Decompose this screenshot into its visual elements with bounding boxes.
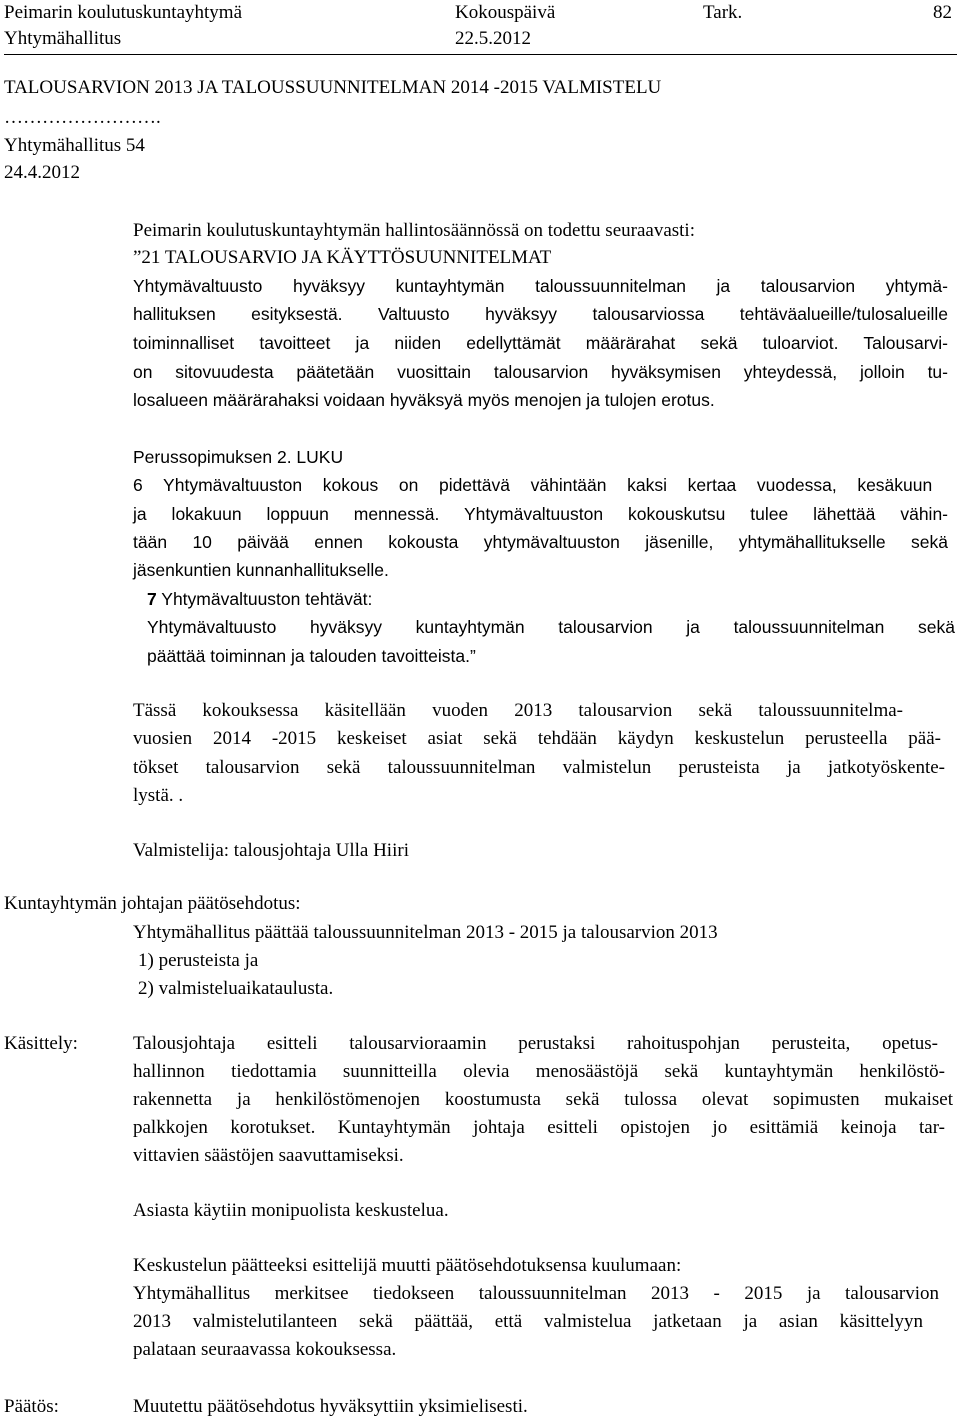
intro-line-1: Peimarin koulutuskuntayhtymän hallintosäännössä on todettu seuraavasti:: [133, 220, 695, 241]
meeting-line: Tässä kokouksessa käsitellään vuoden 2013 talousarvion sekä taloussuunnitelma-: [133, 700, 903, 721]
conclusion-line: Yhtymähallitus merkitsee tiedokseen taloussuunnitelman 2013 - 2015 ja talousarvion: [133, 1283, 939, 1304]
kasittely-line: vittavien säästöjen saavuttamiseksi.: [133, 1145, 404, 1166]
perussopimus-line: jäsenkuntien kunnanhallitukselle.: [133, 560, 389, 580]
kasittely-line: palkkojen korotukset. Kuntayhtymän johtaja esitteli opistojen jo esittämiä keinoja tar-: [133, 1117, 945, 1138]
proposal-item: 1) perusteista ja: [138, 950, 259, 971]
perussopimus-line: tään 10 päivää ennen kokousta yhtymävaltuuston jäsenille, yhtymähallitukselle sekä: [133, 532, 948, 552]
section-7-heading: [147, 586, 372, 612]
page-title: TALOUSARVION 2013 JA TALOUSSUUNNITELMAN 2014 -2015 VALMISTELU: [4, 77, 662, 98]
header-date: 22.5.2012: [455, 28, 531, 49]
header-doc-type: Kokouspäivä: [455, 2, 556, 23]
header-body: Yhtymähallitus: [4, 28, 122, 49]
header-org: Peimarin koulutuskuntayhtymä: [4, 2, 243, 23]
kasittely-line: hallinnon tiedottamia suunnitteilla olevia menosäästöjä sekä kuntayhtymän henkilöstö-: [133, 1061, 945, 1082]
conclusion-line: Keskustelun päätteeksi esittelijä muutti päätösehdotuksensa kuulumaan:: [133, 1255, 682, 1276]
section-7-title: Yhtymävaltuuston tehtävät:: [156, 589, 373, 609]
kasittely-label: Käsittely:: [4, 1033, 78, 1054]
proposal-item: 2) valmisteluaikataulusta.: [138, 978, 334, 999]
proposal-line: Yhtymähallitus päättää taloussuunnitelman 2013 - 2015 ja talousarvion 2013: [133, 922, 718, 943]
conclusion-line: palataan seuraavassa kokouksessa.: [133, 1339, 397, 1360]
kasittely-line: rakennetta ja henkilöstömenojen koostumusta sekä tulossa olevat sopimusten mukaiset: [133, 1089, 953, 1110]
intro-sans-line: Yhtymävaltuusto hyväksyy kuntayhtymän taloussuunnitelman ja talousarvion yhtymä-: [133, 276, 948, 296]
intro-line-2: ”21 TALOUSARVIO JA KÄYTTÖSUUNNITELMAT: [133, 247, 552, 268]
previous-reference: Yhtymähallitus 54: [4, 135, 145, 156]
section-7-line: Yhtymävaltuusto hyväksyy kuntayhtymän talousarvion ja taloussuunnitelman sekä: [147, 617, 955, 637]
paatos-label: Päätös:: [4, 1396, 59, 1417]
intro-sans-line: losalueen määrärahaksi voidaan hyväksyä myös menojen ja tulojen erotus.: [133, 390, 715, 410]
header-page-number: 82: [933, 2, 952, 23]
perussopimus-line: 6 Yhtymävaltuuston kokous on pidettävä vähintään kaksi kertaa vuodessa, kesäkuun: [133, 475, 933, 495]
intro-sans-line: hallituksen esityksestä. Valtuusto hyväksyy talousarviossa tehtäväalueille/tulosalueille: [133, 304, 948, 324]
intro-sans-line: toiminnalliset tavoitteet ja niiden edellyttämät määrärahat sekä tuloarviot. Talousarvi-: [133, 333, 948, 353]
paatos-text: Muutettu päätösehdotus hyväksyttiin yksimielisesti.: [133, 1396, 528, 1417]
previous-date: 24.4.2012: [4, 162, 80, 183]
kasittely-line: Talousjohtaja esitteli talousarvioraamin perustaksi rahoituspohjan perusteita, opetus-: [133, 1033, 938, 1054]
intro-sans-line: on sitovuudesta päätetään vuosittain talousarvion hyväksymisen yhteydessä, jolloin tu-: [133, 362, 948, 382]
header-tark: Tark.: [703, 2, 743, 23]
section-7-line: päättää toiminnan ja talouden tavoitteista.”: [147, 646, 476, 666]
meeting-line: lystä. .: [133, 785, 184, 806]
perussopimus-line: ja lokakuun loppuun mennessä. Yhtymävaltuuston kokouskutsu tulee lähettää vähin-: [133, 504, 948, 524]
section-7-number: 7: [147, 589, 157, 609]
meeting-line: vuosien 2014 -2015 keskeiset asiat sekä tehdään käydyn keskustelun perusteella pää-: [133, 728, 941, 749]
discussion-note: Asiasta käytiin monipuolista keskustelua.: [133, 1200, 449, 1221]
header-rule: [4, 54, 957, 55]
meeting-line: tökset talousarvion sekä taloussuunnitelman valmistelun perusteista ja jatkotyöskente-: [133, 757, 945, 778]
proposal-heading: Kuntayhtymän johtajan päätösehdotus:: [4, 893, 301, 914]
dotted-leader: …………………….: [4, 107, 161, 128]
preparer: Valmistelija: talousjohtaja Ulla Hiiri: [133, 840, 409, 861]
perussopimus-heading: Perussopimuksen 2. LUKU: [133, 447, 344, 467]
conclusion-line: 2013 valmistelutilanteen sekä päättää, että valmistelua jatketaan ja asian käsittelyyn: [133, 1311, 923, 1332]
